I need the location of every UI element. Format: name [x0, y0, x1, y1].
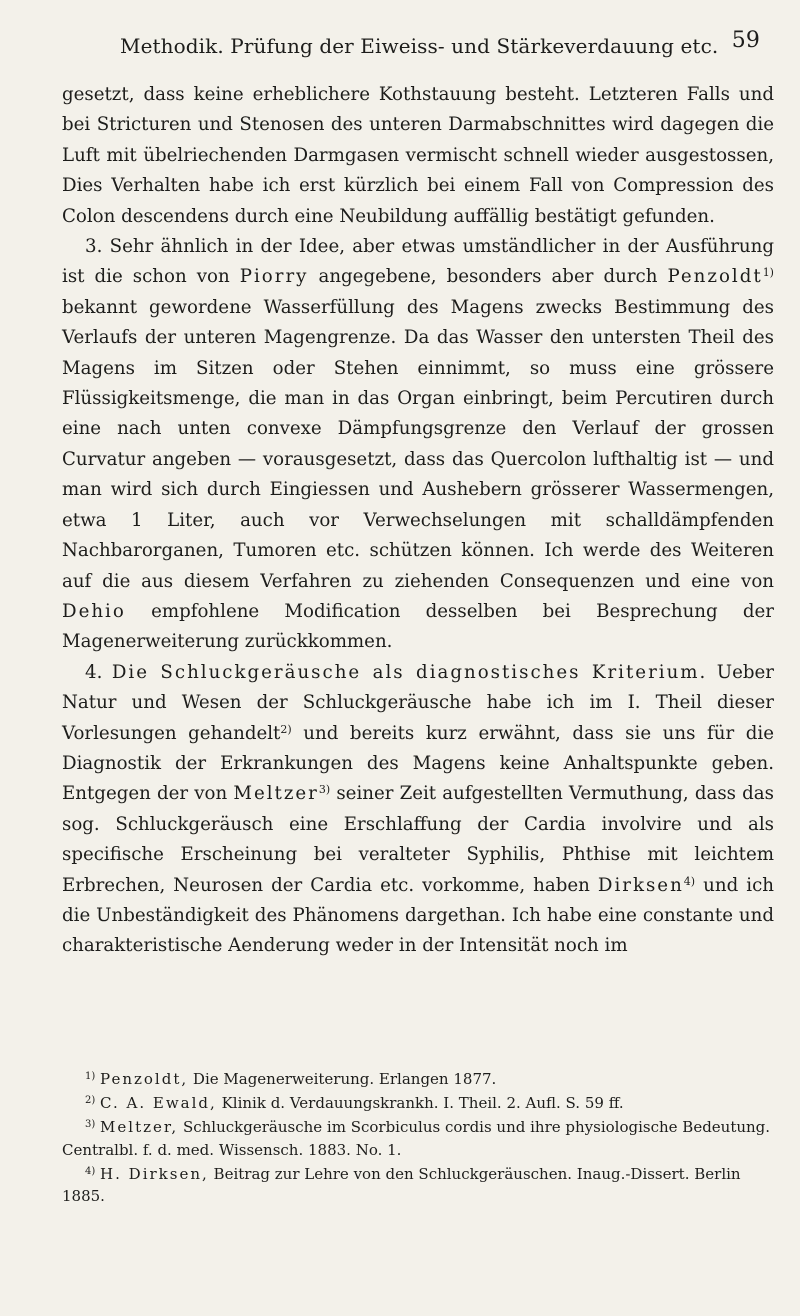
footnote-ref: 4)	[683, 874, 696, 888]
footnote: $^{1)}$ Penzoldt, Die Magenerweiterung. Erlangen 1877.	[85, 1070, 497, 1088]
footnote: $^{3)}$ Meltzer, Schluckgeräusche im Scorbiculus cordis und ihre physiologische Bedeutung. Centralbl. f. d. med. Wissensch. 1883. No. 1.	[62, 1118, 771, 1159]
author-name: Dirksen	[597, 874, 684, 896]
paragraph-continuation: gesetzt, dass keine erheblichere Kothstauung besteht. Letzteren Falls und bei Stricturen und Stenosen des unteren Darmabschnittes wird dagegen die Luft mit übelriechenden Darmgasen vermischt schnell wieder ausgestossen, Dies Verhalten habe ich erst kürzlich bei einem Fall von Compression des Colon descendens durch eine Neubildung auffällig bestätigt gefunden.	[62, 84, 774, 227]
author-name: Dehio	[62, 600, 126, 622]
footnote: $^{2)}$ C. A. Ewald, Klinik d. Verdauungskrankh. I. Theil. 2. Aufl. S. 59 ff.	[85, 1094, 624, 1113]
page-number: 59	[731, 28, 760, 53]
author-name: Meltzer	[233, 783, 319, 805]
running-title: Methodik. Prüfung der Eiweiss- und Stärkeverdauung etc.	[120, 34, 719, 58]
paragraph-3: 3. Sehr ähnlich in der Idee, aber etwas umständlicher in der Ausführung ist die schon von Piorry angegebene, besonders aber durch Penzoldt$^{1)}$ bekannt gewordene Wasserfüllung des Magens zwecks Bestimmung des Verlaufs der unteren Magengrenze. Da das Wasser den untersten Theil des Magens im Sitzen oder Stehen einnimmt, so muss eine grössere Flüssigkeitsmenge, die man in das Organ einbringt, beim Percutiren durch eine nach unten convexe Dämpfungsgrenze den Verlauf der grossen Curvatur angeben — vorausgesetzt, dass das Quercolon lufthaltig ist — und man wird sich durch Eingiessen und Aushebern grösserer Wassermengen, etwa 1 Liter, auch vor Verwechselungen mit schalldämpfenden Nachbarorganen, Tumoren etc. schützen können. Ich werde des Weiteren auf die aus diesem Verfahren zu ziehenden Consequenzen und eine von Dehio empfohlene Modification desselben bei Besprechung der Magenerweiterung zurückkommen.	[62, 236, 774, 653]
running-header	[120, 28, 760, 62]
paragraph-4: 4. Die Schluckgeräusche als diagnostisches Kriterium. Ueber Natur und Wesen der Schluckgeräusche habe ich im I. Theil dieser Vorlesungen gehandelt$^{2)}$ und bereits kurz erwähnt, dass sie uns für die Diagnostik der Erkrankungen des Magens keine Anhaltspunkte geben. Entgegen der von Meltzer$^{3)}$ seiner Zeit aufgestellten Vermuthung, dass das sog. Schluckgeräusch eine Erschlaffung der Cardia involvire und als specifische Erscheinung bei veralteter Syphilis, Phthise mit leichtem Erbrechen, Neurosen der Cardia etc. vorkomme, haben Dirksen$^{4)}$ und ich die Unbeständigkeit des Phänomens dargethan. Ich habe eine constante und charakteristische Aenderung weder in der Intensität noch im	[62, 661, 774, 957]
section-heading: Die Schluckgeräusche als diagnostisches Kriterium.	[111, 661, 708, 683]
footnote-ref: 2)	[280, 722, 292, 736]
author-name: Penzoldt	[667, 266, 763, 288]
footnote: $^{4)}$ H. Dirksen, Beitrag zur Lehre von den Schluckgeräuschen. Inaug.-Dissert. Berlin 1885.	[62, 1164, 741, 1206]
main-text	[62, 80, 774, 962]
author-name: Piorry	[239, 266, 309, 288]
footnotes	[62, 1066, 774, 1207]
footnote-ref: 3)	[318, 783, 331, 797]
footnote-ref: 1)	[762, 266, 774, 280]
